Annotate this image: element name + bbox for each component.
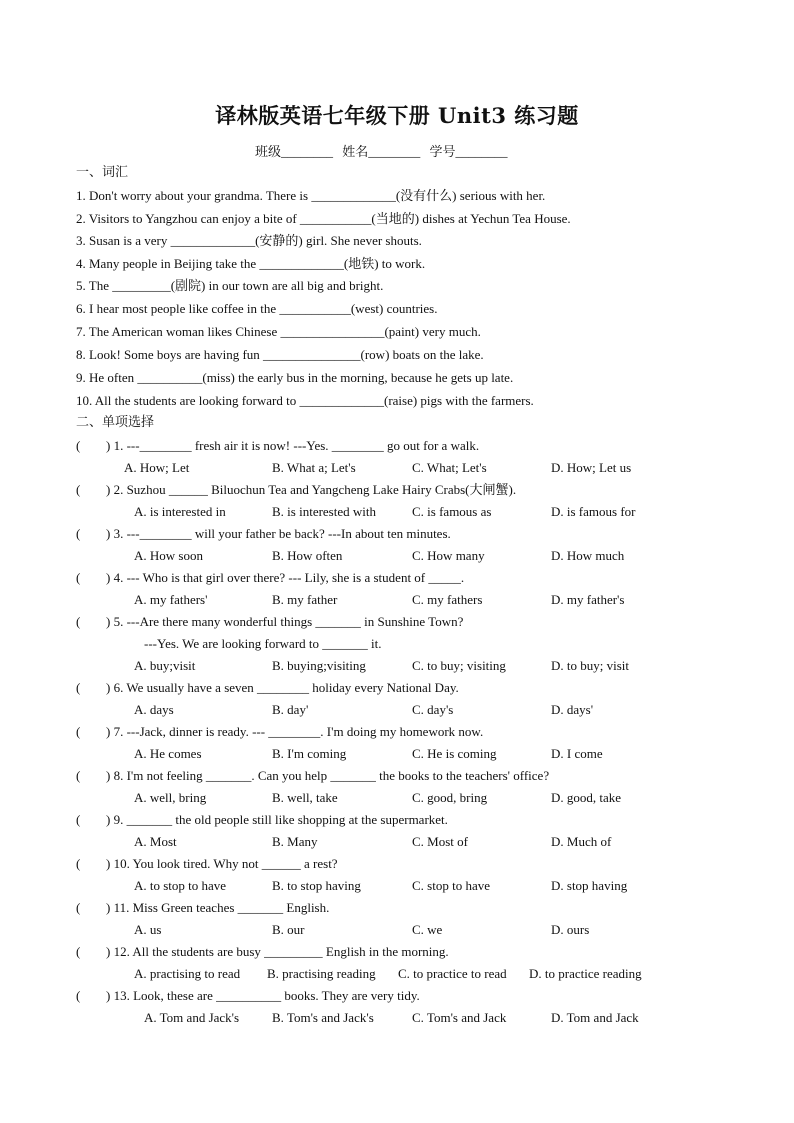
- answer-option: A. my fathers': [134, 592, 208, 607]
- answer-bracket: (: [76, 614, 81, 629]
- question-stem: ) 4. --- Who is that girl over there? --- Lily, she is a student of _____.: [106, 570, 465, 585]
- answer-option: C. is famous as: [412, 504, 492, 519]
- answer-option: D. Tom and Jack: [551, 1010, 639, 1025]
- question-stem: ) 11. Miss Green teaches _______ English.: [106, 900, 330, 915]
- question-stem: ) 3. ---________ will your father be back? ---In about ten minutes.: [106, 526, 451, 541]
- answer-bracket: (: [76, 768, 81, 783]
- answer-option: D. to practice reading: [529, 966, 642, 981]
- vocab-item: 9. He often __________(miss) the early bus in the morning, because he gets up late.: [76, 370, 514, 385]
- answer-option: D. to buy; visit: [551, 658, 630, 673]
- vocab-item: 10. All the students are looking forward to _____________(raise) pigs with the farmers.: [76, 393, 534, 408]
- answer-option: B. What a; Let's: [272, 460, 356, 475]
- answer-option: D. days': [551, 702, 594, 717]
- answer-option: A. How soon: [134, 548, 203, 563]
- answer-option: C. stop to have: [412, 878, 490, 893]
- answer-option: C. good, bring: [412, 790, 488, 805]
- answer-option: C. What; Let's: [412, 460, 487, 475]
- answer-option: B. to stop having: [272, 878, 361, 893]
- question-stem: ) 10. You look tired. Why not ______ a rest?: [106, 856, 338, 871]
- answer-option: D. ours: [551, 922, 590, 937]
- answer-bracket: (: [76, 900, 81, 915]
- answer-bracket: (: [76, 988, 81, 1003]
- answer-option: A. is interested in: [134, 504, 226, 519]
- id-field: 学号________: [429, 144, 508, 159]
- answer-option: C. Most of: [412, 834, 468, 849]
- vocab-item: 8. Look! Some boys are having fun _______________(row) boats on the lake.: [76, 347, 484, 362]
- answer-option: D. How; Let us: [551, 460, 632, 475]
- question-stem-reply: ---Yes. We are looking forward to _______ it.: [144, 636, 382, 651]
- answer-option: B. day': [272, 702, 309, 717]
- answer-option: D. good, take: [551, 790, 622, 805]
- answer-bracket: (: [76, 856, 81, 871]
- answer-bracket: (: [76, 944, 81, 959]
- answer-option: D. How much: [551, 548, 625, 563]
- answer-bracket: (: [76, 482, 81, 497]
- student-info: [255, 141, 514, 160]
- answer-option: B. How often: [272, 548, 343, 563]
- question-stem: ) 9. _______ the old people still like shopping at the supermarket.: [106, 812, 448, 827]
- answer-option: B. our: [272, 922, 305, 937]
- answer-option: A. He comes: [134, 746, 202, 761]
- answer-option: A. Tom and Jack's: [144, 1010, 240, 1025]
- section-heading-vocab: 一、词汇: [76, 165, 129, 180]
- answer-option: B. Tom's and Jack's: [272, 1010, 374, 1025]
- answer-bracket: (: [76, 438, 81, 453]
- answer-option: C. Tom's and Jack: [412, 1010, 507, 1025]
- answer-option: C. to buy; visiting: [412, 658, 506, 673]
- answer-option: A. us: [134, 922, 162, 937]
- answer-option: C. day's: [412, 702, 454, 717]
- vocab-item: 2. Visitors to Yangzhou can enjoy a bite of ___________(当地的) dishes at Yechun Tea House.: [76, 211, 571, 226]
- answer-option: C. How many: [412, 548, 485, 563]
- answer-option: C. my fathers: [412, 592, 483, 607]
- answer-option: B. well, take: [272, 790, 338, 805]
- question-stem: ) 6. We usually have a seven ________ holiday every National Day.: [106, 680, 459, 695]
- vocab-item: 3. Susan is a very _____________(安静的) girl. She never shouts.: [76, 233, 422, 248]
- answer-option: D. stop having: [551, 878, 628, 893]
- answer-bracket: (: [76, 812, 81, 827]
- question-stem: ) 5. ---Are there many wonderful things _______ in Sunshine Town?: [106, 614, 464, 629]
- answer-option: D. I come: [551, 746, 603, 761]
- answer-option: C. we: [412, 922, 443, 937]
- section-heading-choice: 二、单项选择: [76, 415, 155, 430]
- vocab-item: 7. The American woman likes Chinese ________________(paint) very much.: [76, 324, 481, 339]
- class-field: 班级________: [255, 144, 334, 159]
- answer-option: A. buy;visit: [134, 658, 196, 673]
- answer-option: B. Many: [272, 834, 318, 849]
- answer-option: B. my father: [272, 592, 338, 607]
- question-stem: ) 2. Suzhou ______ Biluochun Tea and Yangcheng Lake Hairy Crabs(大闸蟹).: [106, 482, 517, 497]
- question-stem: ) 1. ---________ fresh air it is now! ---Yes. ________ go out for a walk.: [106, 438, 480, 453]
- question-stem: ) 13. Look, these are __________ books. They are very tidy.: [106, 988, 420, 1003]
- answer-option: A. days: [134, 702, 174, 717]
- answer-option: D. my father's: [551, 592, 625, 607]
- answer-option: C. to practice to read: [398, 966, 507, 981]
- answer-option: A. Most: [134, 834, 177, 849]
- answer-option: A. How; Let: [124, 460, 190, 475]
- answer-option: A. practising to read: [134, 966, 241, 981]
- answer-option: D. Much of: [551, 834, 612, 849]
- answer-bracket: (: [76, 680, 81, 695]
- vocab-item: 5. The _________(剧院) in our town are all big and bright.: [76, 278, 384, 293]
- answer-option: B. is interested with: [272, 504, 376, 519]
- question-stem: ) 12. All the students are busy _________ English in the morning.: [106, 944, 449, 959]
- vocab-item: 6. I hear most people like coffee in the ___________(west) countries.: [76, 301, 438, 316]
- vocab-item: 1. Don't worry about your grandma. There is _____________(没有什么) serious with her.: [76, 188, 546, 203]
- vocab-item: 4. Many people in Beijing take the _____________(地铁) to work.: [76, 256, 426, 271]
- answer-bracket: (: [76, 570, 81, 585]
- answer-option: B. I'm coming: [272, 746, 347, 761]
- answer-option: D. is famous for: [551, 504, 636, 519]
- name-field: 姓名________: [342, 144, 421, 159]
- page-title: 译林版英语七年级下册 Unit3 练习题: [215, 103, 579, 128]
- question-stem: ) 8. I'm not feeling _______. Can you help _______ the books to the teachers' office?: [106, 768, 550, 783]
- answer-option: B. buying;visiting: [272, 658, 366, 673]
- question-stem: ) 7. ---Jack, dinner is ready. --- ________. I'm doing my homework now.: [106, 724, 484, 739]
- answer-option: A. well, bring: [134, 790, 207, 805]
- answer-option: A. to stop to have: [134, 878, 227, 893]
- answer-bracket: (: [76, 724, 81, 739]
- answer-option: C. He is coming: [412, 746, 497, 761]
- answer-bracket: (: [76, 526, 81, 541]
- answer-option: B. practising reading: [267, 966, 376, 981]
